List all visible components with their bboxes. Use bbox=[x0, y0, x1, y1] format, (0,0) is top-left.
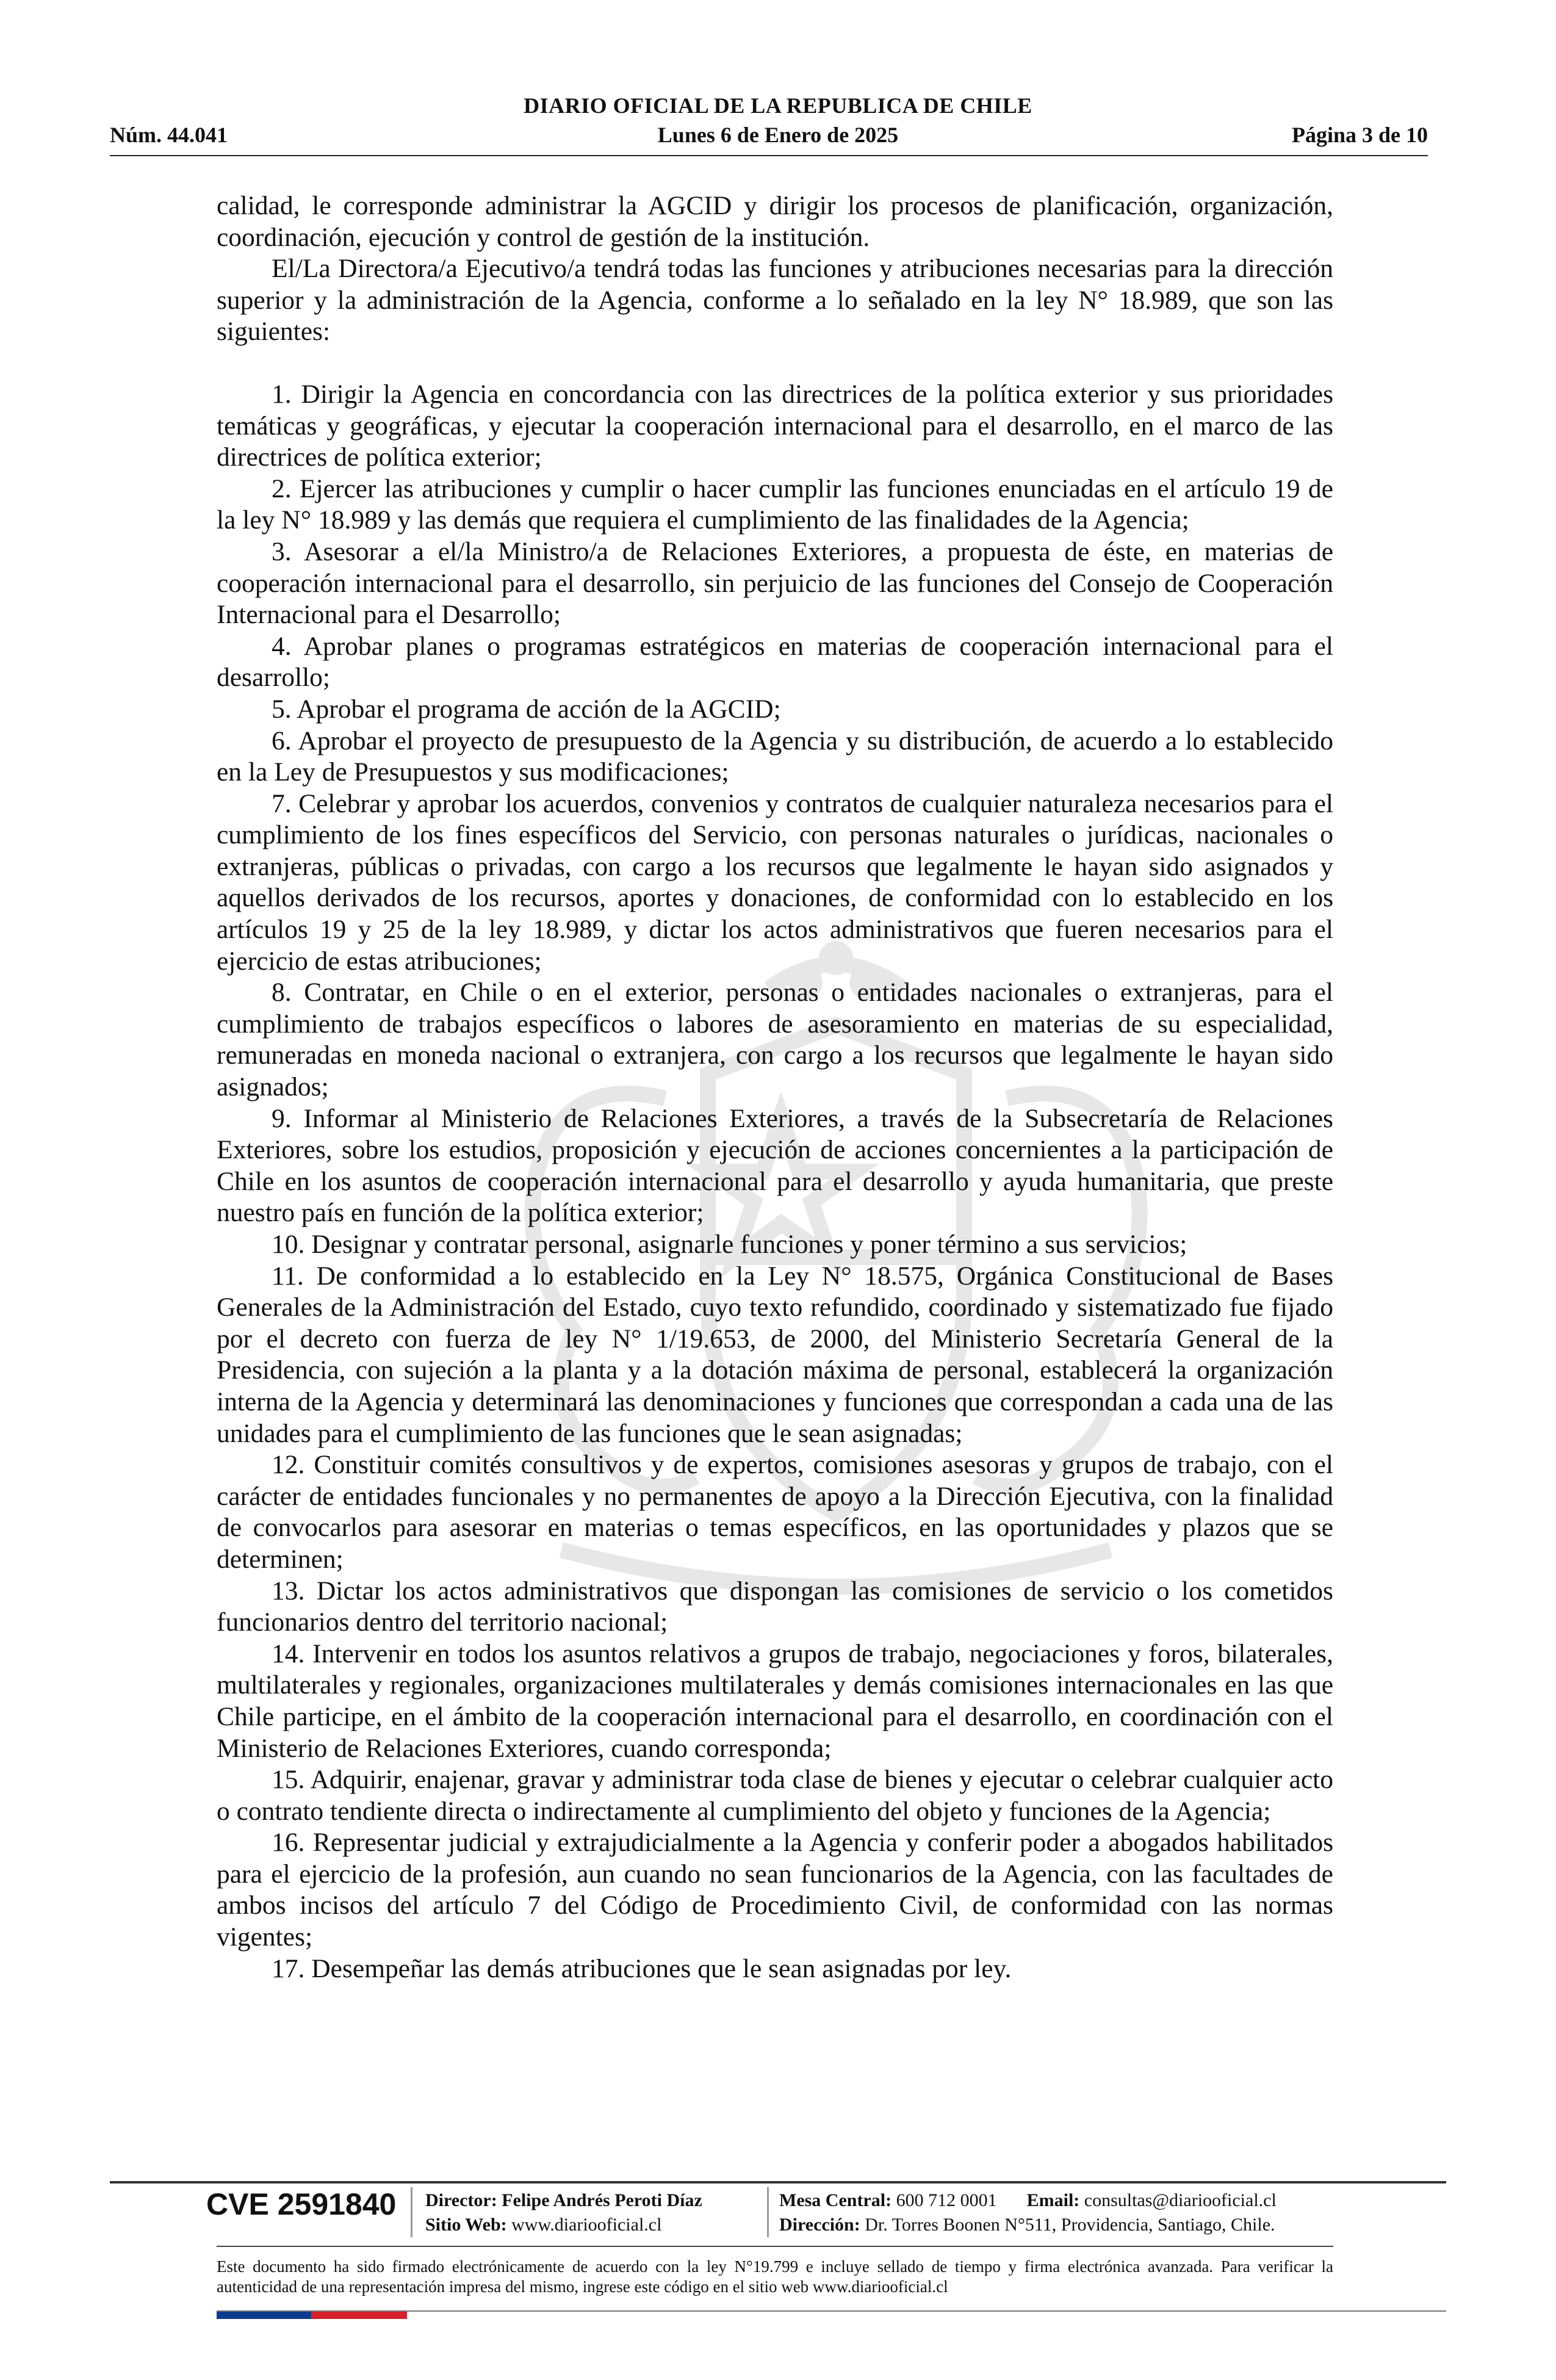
list-item: 15. Adquirir, enajenar, gravar y administrar toda clase de bienes y ejecutar o celebrar cualquier acto o contrato tendiente directa o indirectamente al cumplimiento del objeto y funciones de la Agencia; bbox=[217, 1765, 1333, 1826]
list-item: 9. Informar al Ministerio de Relaciones Exteriores, a través de la Subsecretaría de Relaciones Exteriores, sobre los estudios, proposición y ejecución de acciones concernientes a la participación de Chile en los asuntos de cooperación internacional para el desarrollo y ayuda humanitaria, que preste nuestro país en función de la política exterior; bbox=[217, 1103, 1333, 1228]
issue-number: Núm. 44.041 bbox=[110, 123, 228, 147]
issue-date: Lunes 6 de Enero de 2025 bbox=[657, 123, 899, 147]
gazette-title: DIARIO OFICIAL DE LA REPUBLICA DE CHILE bbox=[524, 93, 1032, 118]
list-item: 5. Aprobar el programa de acción de la AGCID; bbox=[272, 694, 781, 724]
list-item: 12. Constituir comités consultivos y de expertos, comisiones asesoras y grupos de trabajo, con el carácter de entidades funcionales y no permanentes de apoyo a la Dirección Ejecutiva, con la finalidad de convocarlos para asesorar en materias o temas específicos, en las oportunidades y plazos que se determinen; bbox=[217, 1450, 1333, 1574]
address-line bbox=[779, 2214, 1275, 2236]
signature-disclaimer: Este documento ha sido firmado electrónicamente de acuerdo con la ley N°19.799 e incluye sellado de tiempo y firma electrónica avanzada. Para verificar la autenticidad de una representación impresa del mismo, ingrese este código en el sitio web www.diariooficial.cl bbox=[217, 2257, 1333, 2296]
list-item: 10. Designar y contratar personal, asignarle funciones y poner término a sus servicios; bbox=[272, 1230, 1187, 1259]
list-item: 11. De conformidad a lo establecido en la Ley N° 18.575, Orgánica Constitucional de Bases Generales de la Administración del Estado, cuyo texto refundido, coordinado y sistematizado fue fijado por el decreto con fuerza de ley N° 1/19.653, de 2000, del Ministerio Secretaría General de la Presidencia, con sujeción a la planta y a la dotación máxima de personal, establecerá la organización interna de la Agencia y determinará las denominaciones y funciones que correspondan a cada una de las unidades para el cumplimiento de las funciones que le sean asignadas; bbox=[217, 1261, 1333, 1448]
director-name: Felipe Andrés Peroti Díaz bbox=[502, 2190, 702, 2210]
director-label: Director: bbox=[425, 2190, 497, 2210]
footer-separator bbox=[411, 2187, 412, 2237]
website-label: Sitio Web: bbox=[425, 2215, 507, 2235]
paragraph-spacer bbox=[217, 348, 1333, 379]
list-item: 2. Ejercer las atribuciones y cumplir o hacer cumplir las funciones enunciadas en el artículo 19 de la ley N° 18.989 y las demás que requiera el cumplimiento de las finalidades de la Agencia; bbox=[217, 474, 1333, 535]
list-item: 13. Dictar los actos administrativos que dispongan las comisiones de servicio o los cometidos funcionarios dentro del territorio nacional; bbox=[217, 1576, 1333, 1637]
list-item: 4. Aprobar planes o programas estratégicos en materias de cooperación internacional para el desarrollo; bbox=[217, 631, 1333, 693]
phone-label: Mesa Central: bbox=[779, 2190, 892, 2210]
footer-divider bbox=[217, 2246, 1333, 2247]
email-label: Email: bbox=[1026, 2190, 1080, 2210]
phone-value: 600 712 0001 bbox=[896, 2190, 997, 2210]
address-value: Dr. Torres Boonen N°511, Providencia, Santiago, Chile. bbox=[865, 2215, 1275, 2235]
flag-stripe-red bbox=[311, 2312, 407, 2319]
email-link[interactable]: consultas@diariooficial.cl bbox=[1084, 2190, 1277, 2210]
website-line bbox=[425, 2214, 661, 2236]
list-item: 7. Celebrar y aprobar los acuerdos, convenios y contratos de cualquier naturaleza necesarios para el cumplimiento de los fines específicos del Servicio, con personas naturales o jurídicas, nacionales o extranjeras, públicas o privadas, con cargo a los recursos que legalmente le hayan sido asignados y aquellos derivados de los recursos, aportes y donaciones, de conformidad con lo establecido en los artículos 19 y 25 de la ley 18.989, y dictar los actos administrativos que fueren necesarios para el ejercicio de estas atribuciones; bbox=[217, 788, 1333, 976]
paragraph: calidad, le corresponde administrar la AGCID y dirigir los procesos de planificación, organización, coordinación, ejecución y control de gestión de la institución. bbox=[217, 191, 1333, 252]
list-item: 1. Dirigir la Agencia en concordancia con las directrices de la política exterior y sus prioridades temáticas y geográficas, y ejecutar la cooperación internacional para el desarrollo, en el marco de las directrices de política exterior; bbox=[217, 379, 1333, 472]
flag-stripe-blue bbox=[217, 2312, 311, 2319]
header-divider bbox=[110, 155, 1428, 156]
list-item: 3. Asesorar a el/la Ministro/a de Relaciones Exteriores, a propuesta de éste, en materias de cooperación internacional para el desarrollo, sin perjuicio de las funciones del Consejo de Cooperación Internacional para el Desarrollo; bbox=[217, 536, 1333, 630]
list-item: 16. Representar judicial y extrajudicialmente a la Agencia y conferir poder a abogados habilitados para el ejercicio de la profesión, aun cuando no sean funcionarios de la Agencia, con las facultades de ambos incisos del artículo 7 del Código de Procedimiento Civil, de conformidad con las normas vigentes; bbox=[217, 1828, 1333, 1952]
contact-line bbox=[779, 2190, 1277, 2212]
website-link[interactable]: www.diariooficial.cl bbox=[511, 2215, 662, 2235]
list-item: 17. Desempeñar las demás atribuciones que le sean asignadas por ley. bbox=[272, 1953, 1012, 1983]
cve-code: CVE 2591840 bbox=[206, 2187, 397, 2221]
page-indicator: Página 3 de 10 bbox=[1291, 123, 1428, 147]
footer-separator bbox=[767, 2187, 769, 2237]
address-label: Dirección: bbox=[779, 2215, 860, 2235]
footer-divider bbox=[110, 2181, 1446, 2183]
list-item: 14. Intervenir en todos los asuntos relativos a grupos de trabajo, negociaciones y foros, bilaterales, multilaterales y regionales, organizaciones multilaterales y demás comisiones internacionales en las que Chile participe, en el ámbito de la cooperación internacional para el desarrollo, en coordinación con el Ministerio de Relaciones Exteriores, cuando corresponda; bbox=[217, 1639, 1333, 1763]
document-body bbox=[217, 190, 1333, 2107]
list-item: 8. Contratar, en Chile o en el exterior, personas o entidades nacionales o extranjeras, para el cumplimiento de trabajos específicos o labores de asesoramiento en materias de su especialidad, remuneradas en moneda nacional o extranjera, con cargo a los recursos que legalmente le hayan sido asignados; bbox=[217, 978, 1333, 1102]
paragraph: El/La Directora/a Ejecutivo/a tendrá todas las funciones y atribuciones necesarias para la dirección superior y la administración de la Agencia, conforme a lo señalado en la ley N° 18.989, que son las siguientes: bbox=[217, 254, 1333, 347]
director-line bbox=[425, 2190, 702, 2212]
list-item: 6. Aprobar el proyecto de presupuesto de la Agencia y su distribución, de acuerdo a lo establecido en la Ley de Presupuestos y sus modificaciones; bbox=[217, 726, 1333, 787]
